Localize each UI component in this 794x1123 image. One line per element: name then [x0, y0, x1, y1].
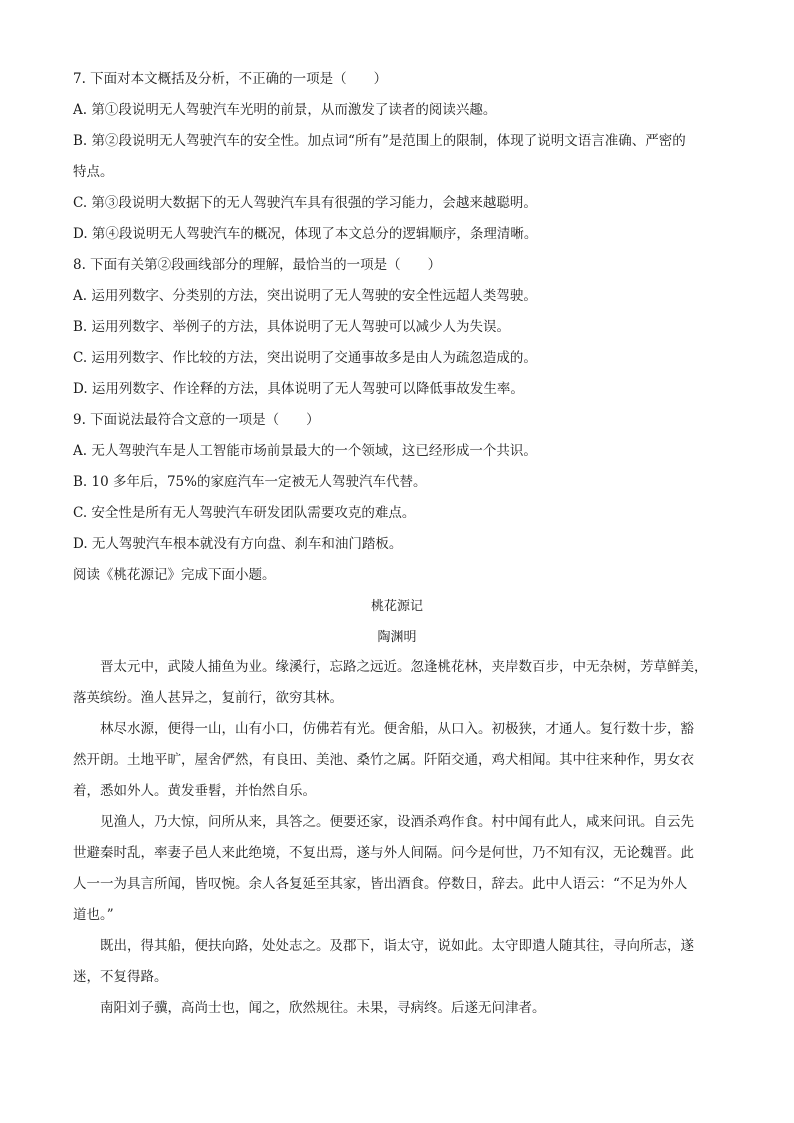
q9-option-c: C. 安全性是所有无人驾驶汽车研发团队需要攻克的难点。 — [73, 505, 416, 521]
passage-line: 落英缤纷。渔人甚异之，复前行，欲穷其林。 — [73, 690, 343, 706]
q7-option-b-line1: B. 第②段说明无人驾驶汽车的安全性。加点词“所有”是范围上的限制，体现了说明文语言准确、严密的 — [73, 133, 686, 149]
q7-option-c: C. 第③段说明大数据下的无人驾驶汽车具有很强的学习能力，会越来越聪明。 — [73, 195, 537, 211]
passage-line: 既出，得其船，便扶向路，处处志之。及郡下，诣太守，说如此。太守即遣人随其往，寻向所志，遂 — [100, 938, 694, 954]
passage-paragraph — [73, 807, 725, 931]
q8-option-c: C. 运用列数字、作比较的方法，突出说明了交通事故多是由人为疏忽造成的。 — [73, 350, 537, 366]
passage-line: 南阳刘子骥，高尚士也，闻之，欣然规往。未果，寻病终。后遂无问津者。 — [100, 1000, 546, 1016]
passage-line: 迷，不复得路。 — [73, 969, 168, 985]
q8-option-a: A. 运用列数字、分类别的方法，突出说明了无人驾驶的安全性远超人类驾驶。 — [73, 288, 537, 304]
q8-option-d: D. 运用列数字、作诠释的方法，具体说明了无人驾驶可以降低事故发生率。 — [73, 381, 524, 397]
q8-option-b: B. 运用列数字、举例子的方法，具体说明了无人驾驶可以减少人为失误。 — [73, 319, 511, 335]
passage-paragraph — [73, 652, 725, 714]
passage-paragraph — [73, 714, 725, 807]
passage-line: 见渔人，乃大惊，问所从来，具答之。便要还家，设酒杀鸡作食。村中闻有此人，咸来问讯。自云先 — [100, 814, 694, 830]
passage-line: 然开朗。土地平旷，屋舍俨然，有良田、美池、桑竹之属。阡陌交通，鸡犬相闻。其中往来种作，男女衣 — [73, 752, 694, 768]
q8-stem: 8. 下面有关第②段画线部分的理解，最恰当的一项是（ ） — [73, 257, 442, 273]
passage-paragraph — [73, 931, 725, 993]
q7-stem: 7. 下面对本文概括及分析，不正确的一项是（ ） — [73, 71, 388, 87]
passage-author: 陶渊明 — [377, 630, 417, 645]
q7-option-d: D. 第④段说明无人驾驶汽车的概况，体现了本文总分的逻辑顺序，条理清晰。 — [73, 226, 538, 242]
passage-line: 着，悉如外人。黄发垂髫，并怡然自乐。 — [73, 783, 316, 799]
reading-instruction: 阅读《桃花源记》完成下面小题。 — [73, 567, 276, 583]
passage-line: 世避秦时乱，率妻子邑人来此绝境，不复出焉，遂与外人间隔。问今是何世，乃不知有汉，无论魏晋。此 — [73, 845, 694, 861]
q9-option-b: B. 10 多年后，75%的家庭汽车一定被无人驾驶汽车代替。 — [73, 474, 427, 490]
passage-line: 林尽水源，便得一山，山有小口，仿佛若有光。便舍船，从口入。初极狭，才通人。复行数十步，豁 — [100, 721, 694, 737]
passage-paragraph — [73, 993, 725, 1024]
q9-option-a: A. 无人驾驶汽车是人工智能市场前景最大的一个领域，这已经形成一个共识。 — [73, 443, 537, 459]
q7-option-a: A. 第①段说明无人驾驶汽车光明的前景，从而激发了读者的阅读兴趣。 — [73, 102, 497, 118]
q9-option-d: D. 无人驾驶汽车根本就没有方向盘、刹车和油门踏板。 — [73, 536, 403, 552]
questions-section — [73, 64, 733, 591]
passage-line: 道也。” — [73, 907, 114, 923]
q9-stem: 9. 下面说法最符合文意的一项是（ ） — [73, 412, 320, 428]
passage-line: 晋太元中，武陵人捕鱼为业。缘溪行，忘路之远近。忽逢桃花林，夹岸数百步，中无杂树，芳草鲜美， — [100, 659, 708, 675]
passage-body — [73, 652, 725, 1024]
q7-option-b-line2: 特点。 — [73, 164, 114, 180]
passage-title: 桃花源记 — [370, 599, 423, 614]
passage-line: 人一一为具言所闻，皆叹惋。余人各复延至其家，皆出酒食。停数日，辞去。此中人语云：“不足为外人 — [73, 876, 688, 892]
